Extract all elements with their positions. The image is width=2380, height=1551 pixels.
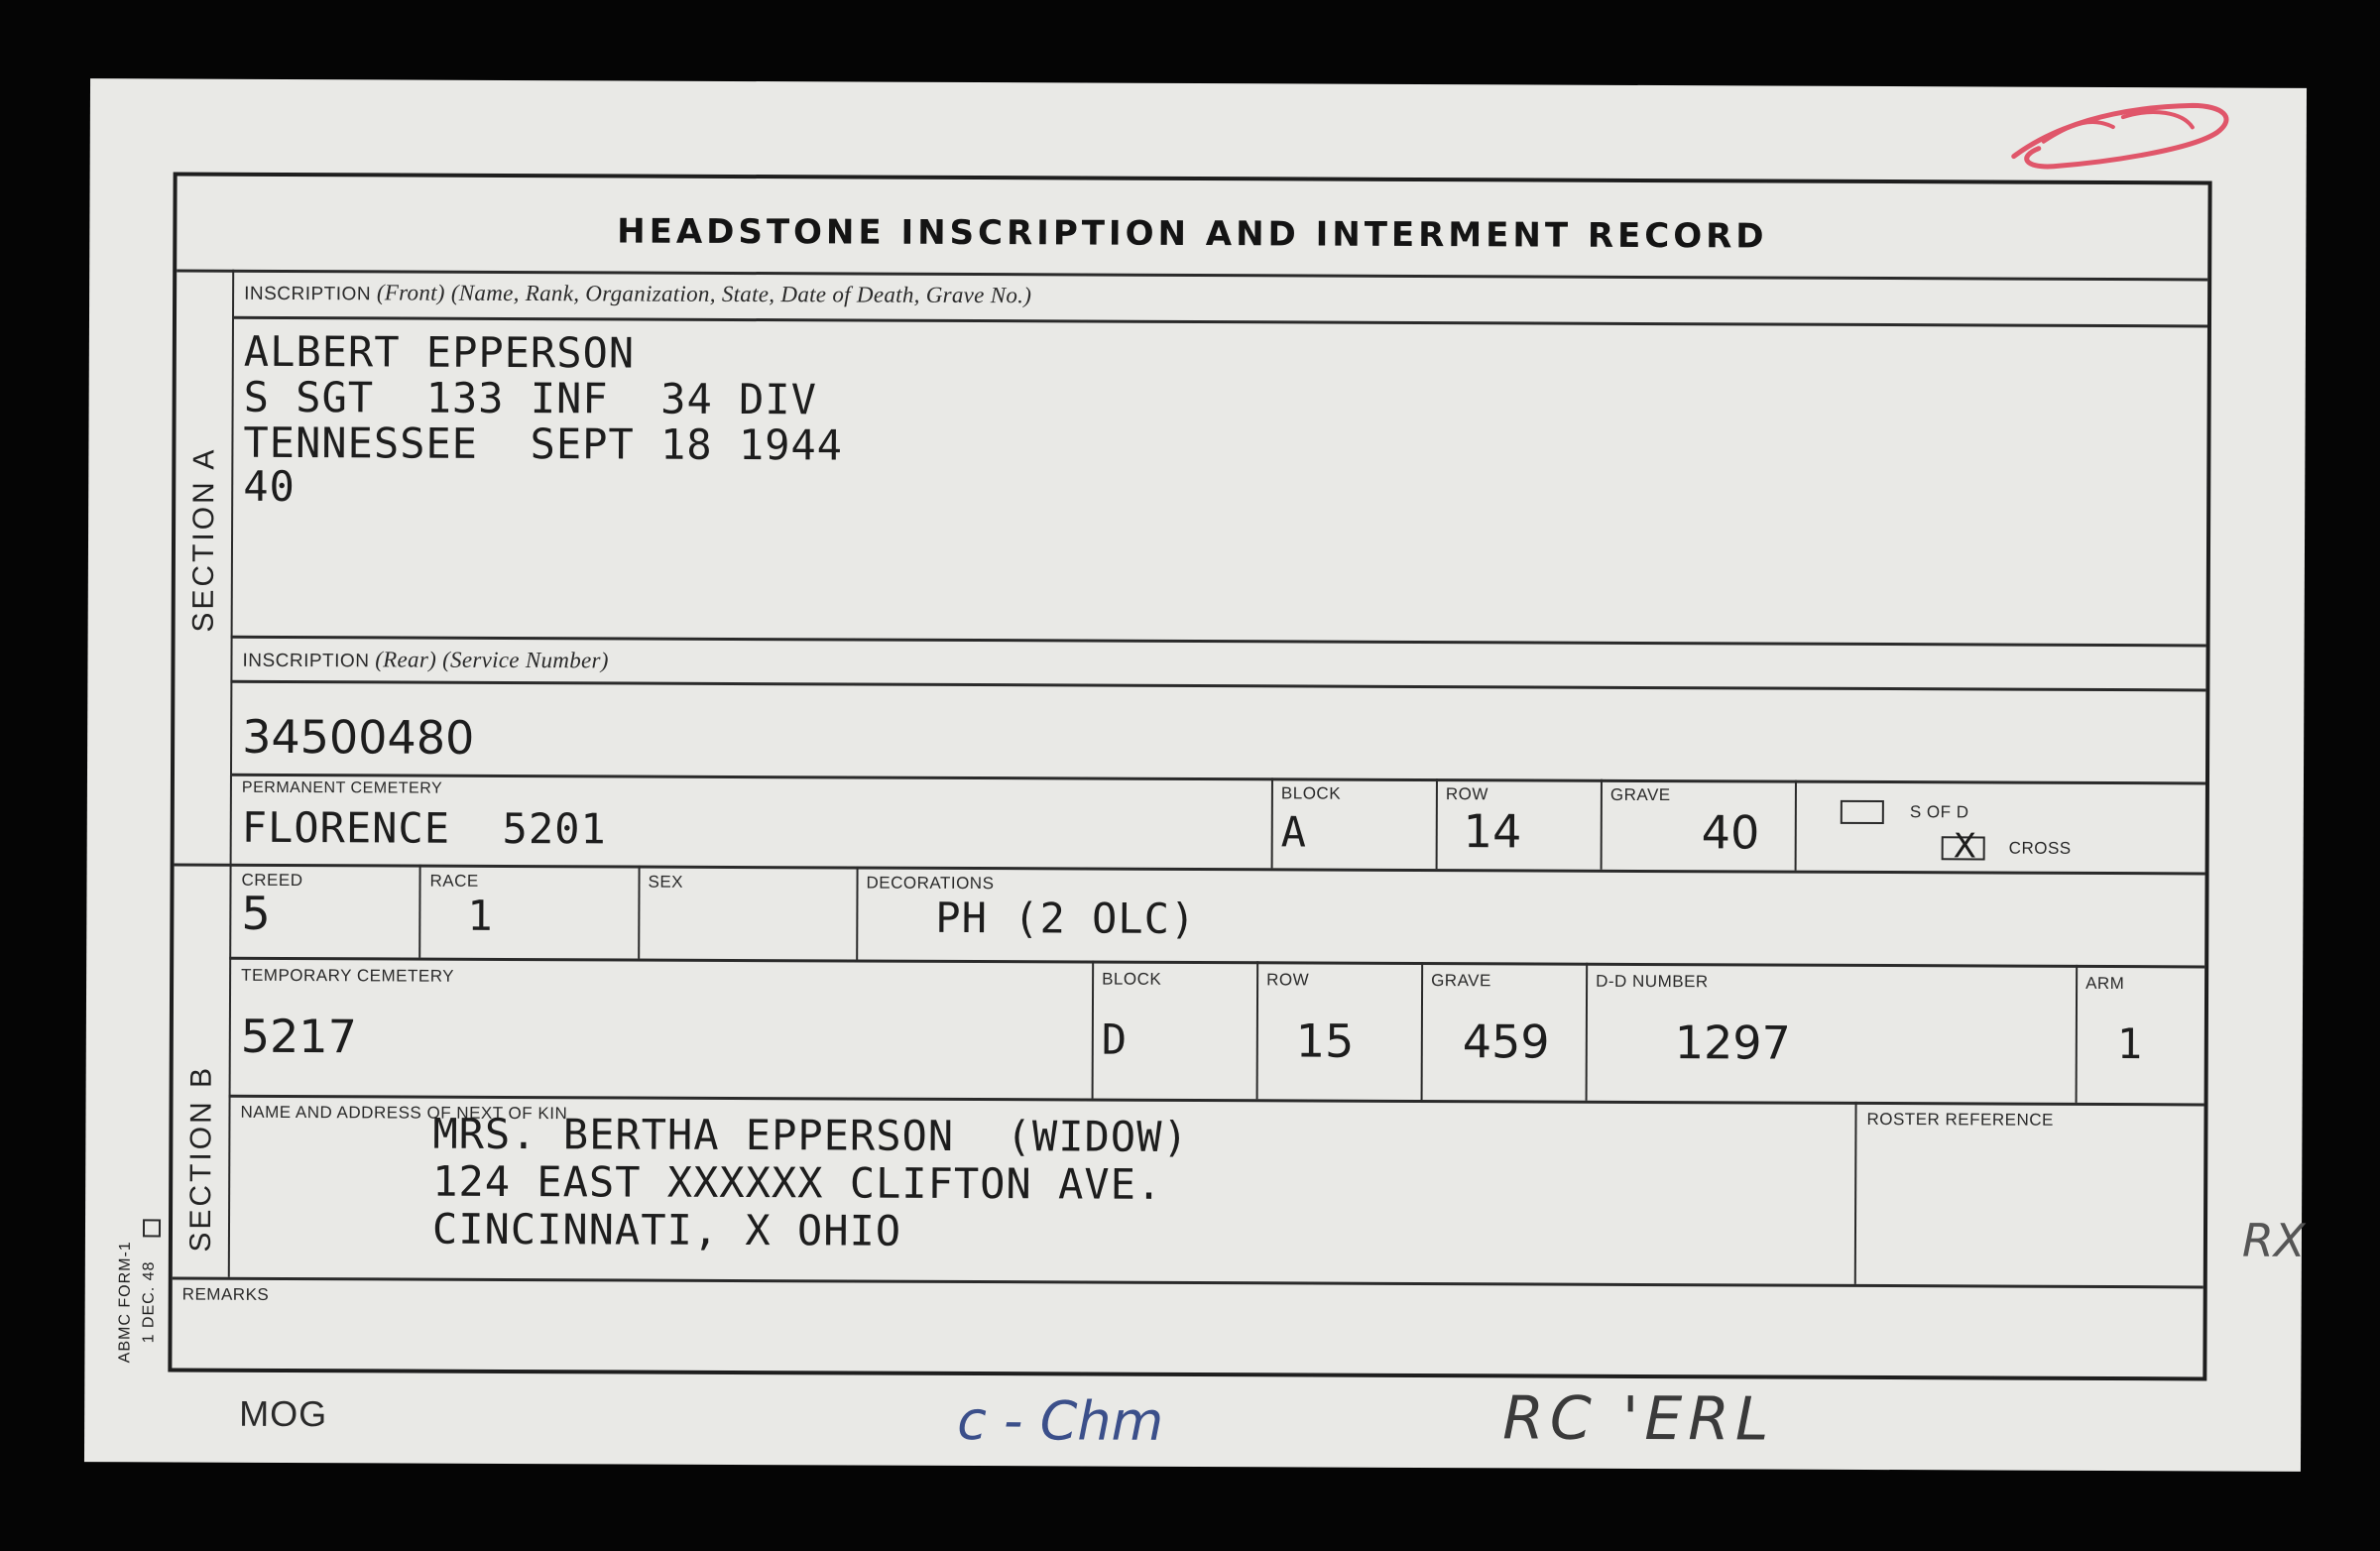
- inscription-line-state-date: TENNESSEE SEPT 18 1944: [243, 418, 844, 470]
- dd-number-value: 1297: [1674, 1015, 1792, 1070]
- permanent-cemetery-value: FLORENCE 5201: [241, 802, 607, 854]
- record-card: [84, 78, 2307, 1472]
- inscription-rear-label: INSCRIPTION (Rear) (Service Number): [242, 647, 609, 673]
- service-number: 34500480: [242, 709, 475, 765]
- temp-grave-label: GRAVE: [1431, 971, 1491, 991]
- divider: [1092, 961, 1095, 1099]
- divider: [1586, 963, 1589, 1101]
- divider: [1271, 777, 1273, 868]
- divider: [177, 270, 2207, 282]
- row-label: ROW: [1445, 784, 1489, 804]
- temp-row-label: ROW: [1266, 970, 1310, 990]
- s-of-d-label: S OF D: [1909, 802, 1969, 822]
- divider: [1601, 779, 1603, 870]
- cross-label: CROSS: [2008, 838, 2072, 858]
- cross-check-mark: X: [1953, 826, 1977, 867]
- block-label: BLOCK: [1280, 783, 1342, 803]
- divider: [1795, 780, 1797, 871]
- roster-reference-label: ROSTER REFERENCE: [1866, 1109, 2054, 1130]
- temp-block-value: D: [1101, 1014, 1129, 1064]
- inscription-front-label: INSCRIPTION (Front) (Name, Rank, Organization, State, Date of Death, Grave No.): [244, 280, 1032, 308]
- race-value: 1: [467, 891, 494, 940]
- next-of-kin-line-city: CINCINNATI, X OHIO: [431, 1204, 902, 1255]
- annotation-right-margin: RX: [2241, 1213, 2306, 1267]
- divider: [230, 680, 2205, 692]
- divider: [1436, 778, 1438, 869]
- grave-value: 40: [1701, 805, 1760, 860]
- annotation-mog: MOG: [239, 1392, 328, 1435]
- temp-grave-value: 459: [1462, 1014, 1550, 1069]
- arm-value: 1: [2116, 1019, 2144, 1069]
- section-b-label: SECTION B: [183, 1064, 218, 1253]
- race-label: RACE: [429, 871, 479, 891]
- divider: [2076, 965, 2079, 1103]
- divider: [418, 865, 420, 958]
- arm-label: ARM: [2085, 973, 2125, 994]
- sex-label: SEX: [648, 872, 684, 892]
- decorations-label: DECORATIONS: [866, 873, 995, 894]
- form-number: ABMC FORM-1: [116, 1241, 134, 1364]
- form-title: HEADSTONE INSCRIPTION AND INTERMENT RECORD: [617, 211, 1768, 257]
- inscription-line-name: ALBERT EPPERSON: [243, 326, 636, 378]
- divider: [232, 316, 2207, 328]
- dd-number-label: D-D NUMBER: [1596, 971, 1709, 992]
- inscription-line-rank: S SGT 133 INF 34 DIV: [243, 372, 818, 424]
- form-date: 1 DEC. 48: [140, 1260, 158, 1344]
- next-of-kin-line-name: MRS. BERTHA EPPERSON (WIDOW): [432, 1109, 1189, 1161]
- temp-block-label: BLOCK: [1102, 969, 1162, 989]
- divider: [229, 957, 2204, 969]
- form-frame: [168, 172, 2211, 1380]
- divider: [638, 866, 640, 959]
- divider: [1421, 962, 1424, 1100]
- creed-value: 5: [241, 886, 271, 940]
- inscription-line-grave: 40: [243, 461, 296, 512]
- annotation-pencil: RC 'ERL: [1502, 1383, 1775, 1455]
- temporary-cemetery-label: TEMPORARY CEMETERY: [241, 965, 455, 986]
- next-of-kin-label: NAME AND ADDRESS OF NEXT OF KIN: [240, 1102, 568, 1124]
- divider: [231, 636, 2206, 648]
- row-value: 14: [1463, 804, 1522, 859]
- divider: [856, 867, 858, 960]
- temp-row-value: 15: [1295, 1014, 1355, 1068]
- section-a-label: SECTION A: [186, 446, 221, 633]
- divider: [230, 774, 2205, 785]
- s-of-d-checkbox: [1841, 800, 1884, 824]
- form-checkbox: [143, 1219, 161, 1237]
- annotation-pen-blue: c - Chm: [957, 1388, 1164, 1453]
- remarks-label: REMARKS: [181, 1284, 270, 1304]
- creed-label: CREED: [241, 870, 303, 891]
- permanent-cemetery-label: PERMANENT CEMETERY: [241, 778, 443, 797]
- divider: [1854, 1102, 1857, 1284]
- divider: [1256, 961, 1259, 1099]
- block-value: A: [1280, 807, 1308, 857]
- decorations-value: PH (2 OLC): [935, 893, 1197, 944]
- divider: [173, 1277, 2203, 1289]
- grave-label: GRAVE: [1609, 784, 1671, 805]
- next-of-kin-line-street: 124 EAST XXXXXX CLIFTON AVE.: [432, 1156, 1163, 1209]
- temporary-cemetery-value: 5217: [240, 1009, 358, 1064]
